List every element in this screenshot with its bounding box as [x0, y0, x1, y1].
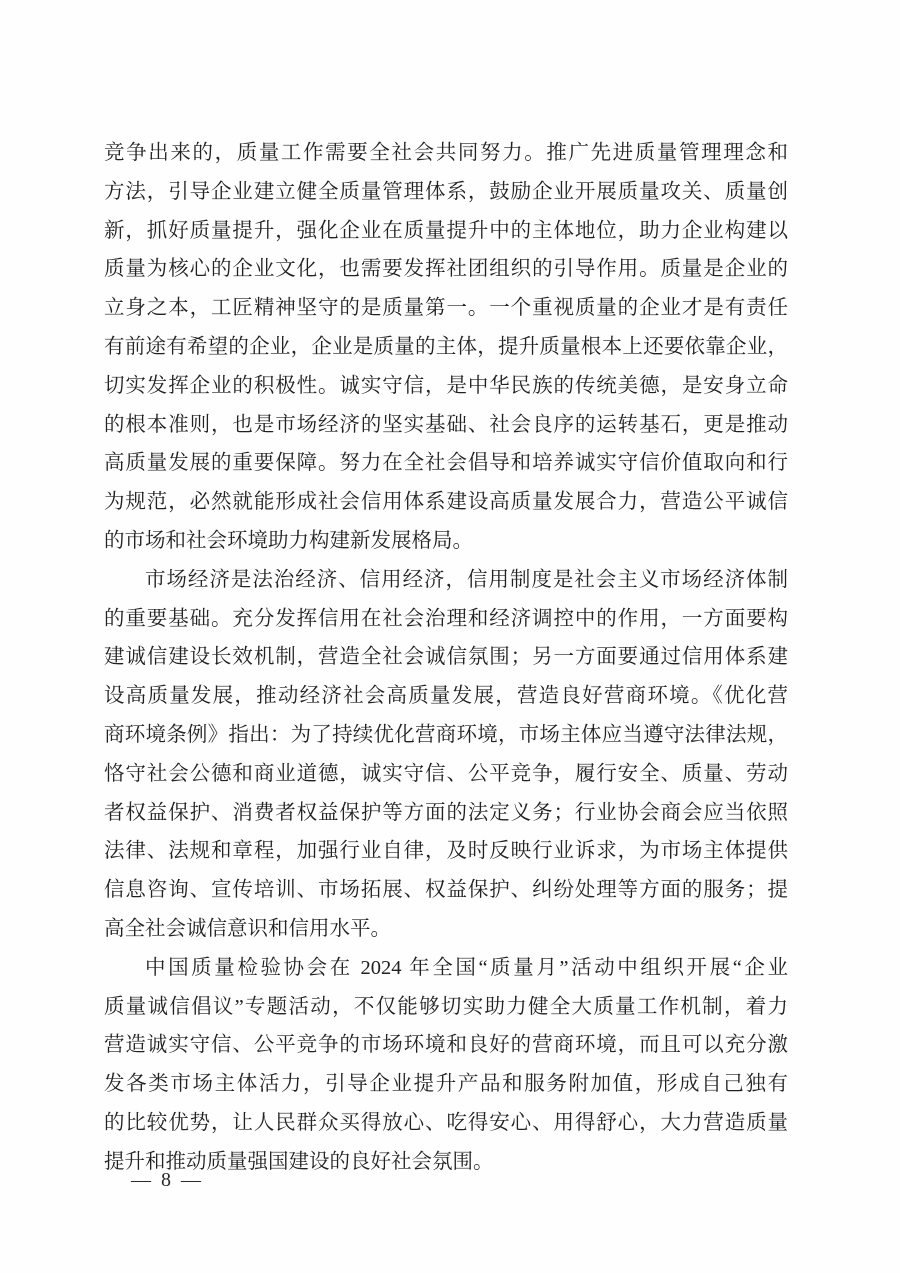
text-line: 建诚信建设长效机制，营造全社会诚信氛围；另一方面要通过信用体系建	[104, 646, 788, 669]
text-line: 者权益保护、消费者权益保护等方面的法定义务；行业协会商会应当依照	[104, 801, 788, 824]
document-text-block	[104, 134, 788, 1182]
paragraph-3	[104, 949, 788, 1182]
text-line: 切实发挥企业的积极性。诚实守信，是中华民族的传统美德，是安身立命	[104, 374, 788, 397]
text-line: 法律、法规和章程，加强行业自律，及时反映行业诉求，为市场主体提供	[104, 840, 788, 863]
text-line: 新，抓好质量提升，强化企业在质量提升中的主体地位，助力企业构建以	[104, 219, 788, 242]
text-line: 的根本准则，也是市场经济的坚实基础、社会良序的运转基石，更是推动	[104, 413, 788, 436]
text-line: 高质量发展的重要保障。努力在全社会倡导和培养诚实守信价值取向和行	[104, 452, 788, 475]
text-line: 商环境条例》指出：为了持续优化营商环境，市场主体应当遵守法律法规，	[104, 723, 788, 746]
text-line: 发各类市场主体活力，引导企业提升产品和服务附加值，形成自己独有	[104, 1073, 788, 1096]
text-line: 市场经济是法治经济、信用经济，信用制度是社会主义市场经济体制	[145, 568, 788, 591]
text-line: 提升和推动质量强国建设的良好社会氛围。	[104, 1150, 494, 1173]
text-line: 立身之本，工匠精神坚守的是质量第一。一个重视质量的企业才是有责任	[104, 297, 788, 320]
text-line: 营造诚实守信、公平竞争的市场环境和良好的营商环境，而且可以充分激	[104, 1034, 788, 1057]
text-line: 的比较优势，让人民群众买得放心、吃得安心、用得舒心，大力营造质量	[104, 1111, 788, 1134]
text-line: 的市场和社会环境助力构建新发展格局。	[104, 529, 473, 552]
text-line: 的重要基础。充分发挥信用在社会治理和经济调控中的作用，一方面要构	[104, 607, 788, 630]
paragraph-2	[104, 561, 788, 949]
text-line: 方法，引导企业建立健全质量管理体系，鼓励企业开展质量攻关、质量创	[104, 180, 788, 203]
page-number: — 8 —	[131, 1169, 204, 1191]
paragraph-1	[104, 134, 788, 561]
text-line: 竞争出来的，质量工作需要全社会共同努力。推广先进质量管理理念和	[104, 142, 788, 164]
text-line: 设高质量发展，推动经济社会高质量发展，营造良好营商环境。《优化营	[104, 685, 788, 708]
text-line: 为规范，必然就能形成社会信用体系建设高质量发展合力，营造公平诚信	[104, 491, 788, 514]
text-line: 信息咨询、宣传培训、市场拓展、权益保护、纠纷处理等方面的服务；提	[104, 879, 788, 902]
text-line: 恪守社会公德和商业道德，诚实守信、公平竞争，履行安全、质量、劳动	[104, 762, 788, 785]
text-line: 有前途有希望的企业，企业是质量的主体，提升质量根本上还要依靠企业，	[104, 335, 788, 358]
text-line: 质量诚信倡议”专题活动，不仅能够切实助力健全大质量工作机制，着力	[104, 995, 788, 1018]
text-line: 中国质量检验协会在 2024 年全国“质量月”活动中组织开展“企业	[145, 956, 788, 979]
text-line: 高全社会诚信意识和信用水平。	[104, 917, 391, 940]
text-line: 质量为核心的企业文化，也需要发挥社团组织的引导作用。质量是企业的	[104, 258, 788, 281]
